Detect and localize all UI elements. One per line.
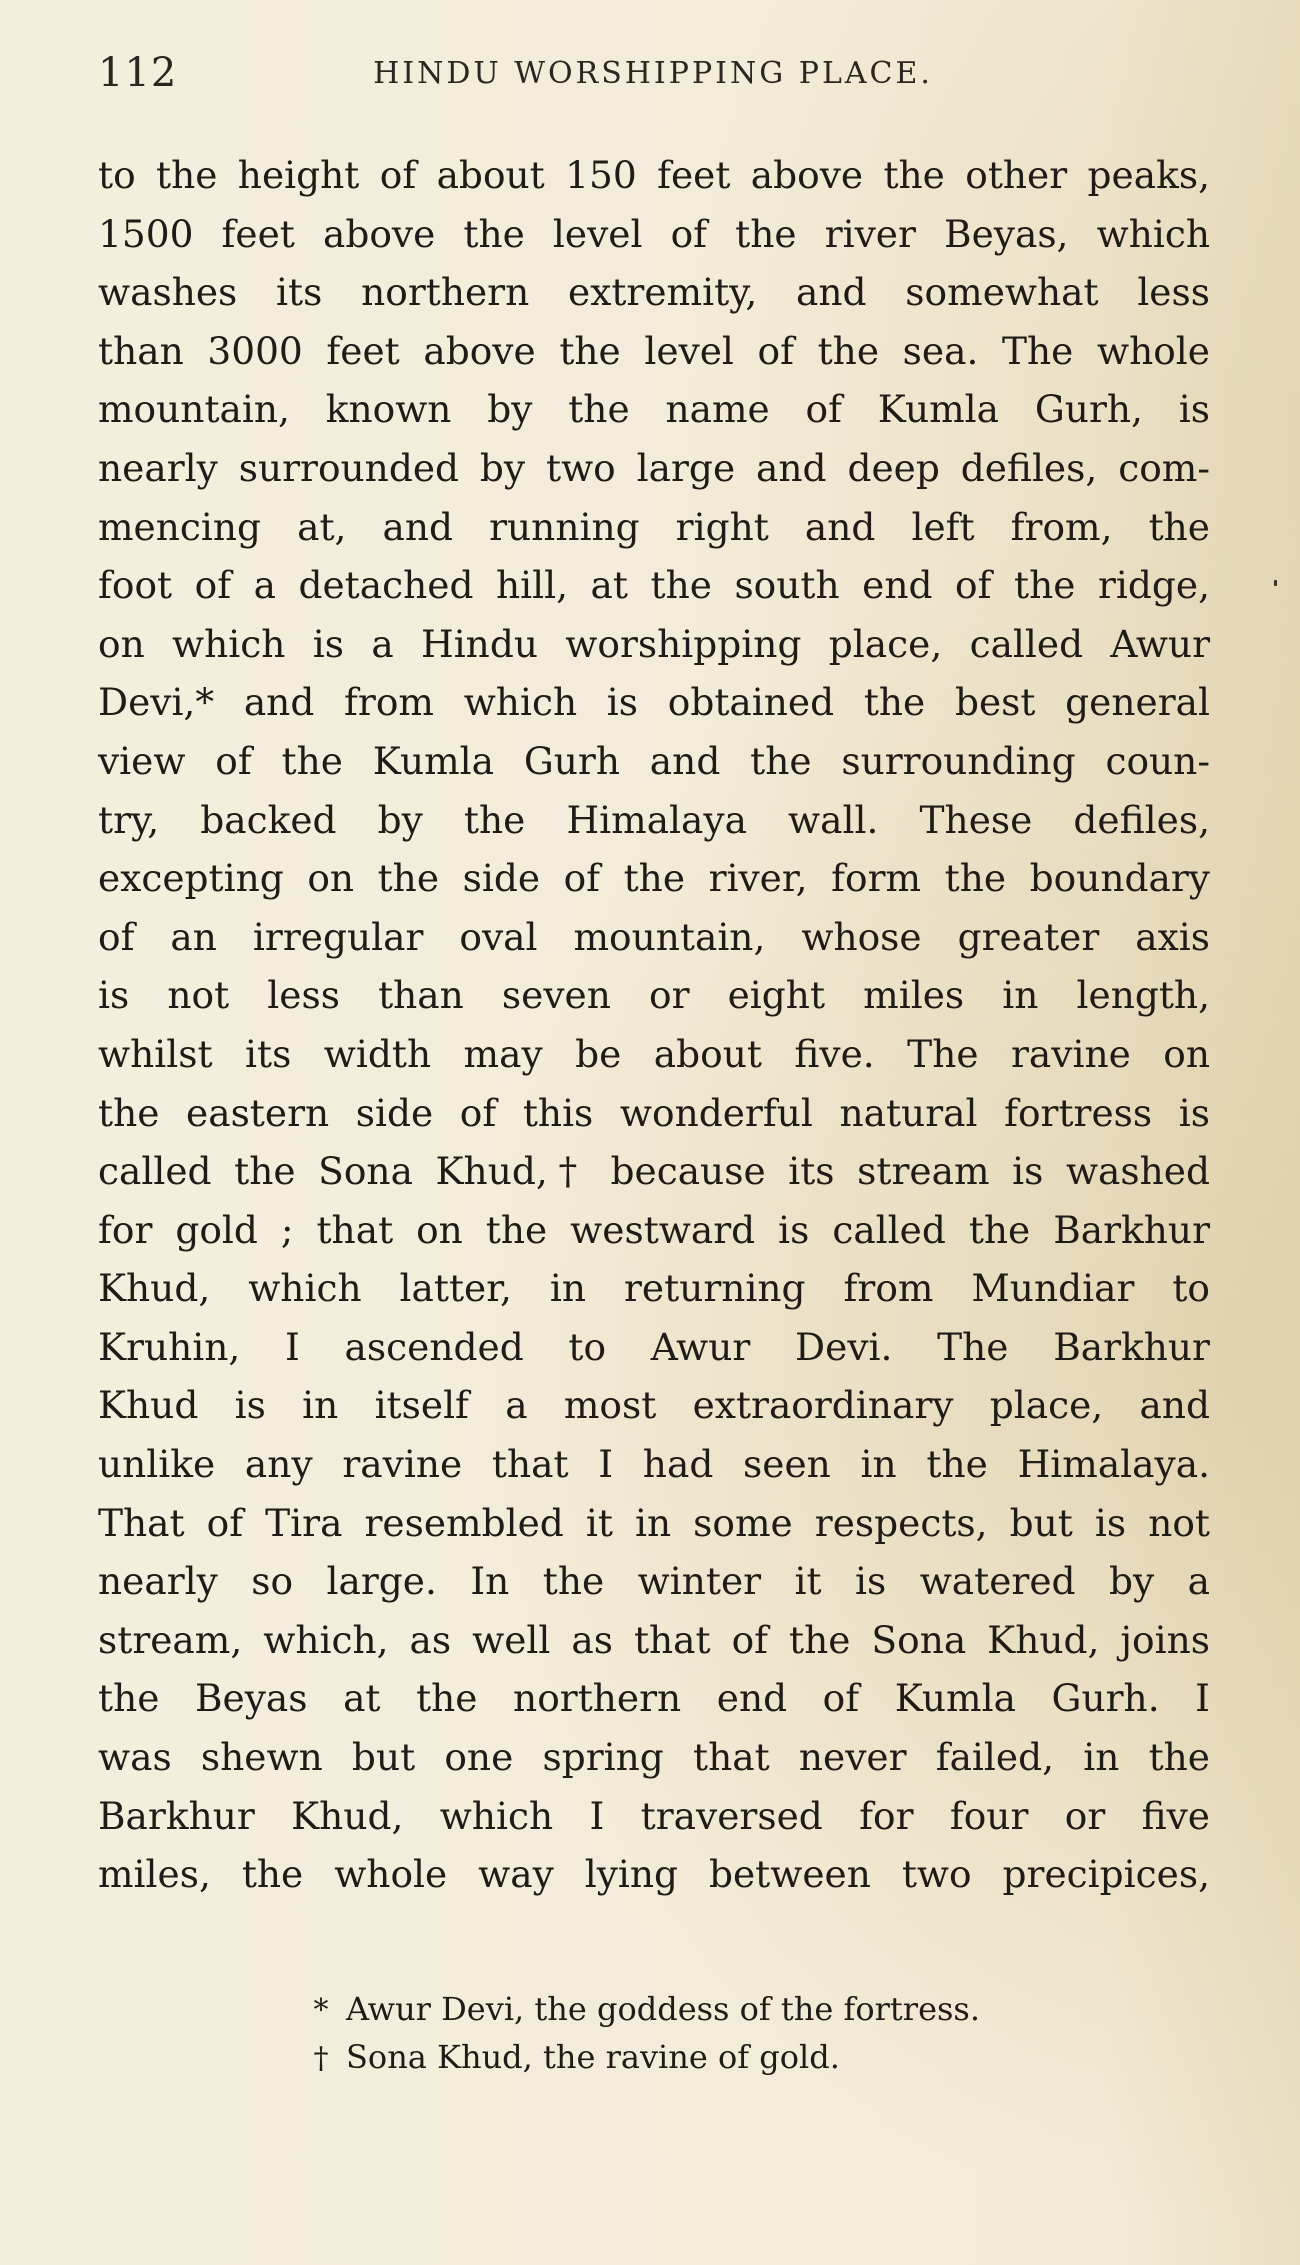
text-line: Devi,* and from which is obtained the best general [98,680,1210,725]
text-line: view of the Kumla Gurh and the surrounding coun- [98,738,1210,783]
text-line: Khud is in itself a most extraordinary place, and [98,1383,1210,1428]
text-line: on which is a Hindu worshipping place, called Awur [98,621,1210,666]
page-number: 112 [98,50,178,96]
page-header [98,50,1208,110]
text-line: excepting on the side of the river, form the boundary [98,856,1210,901]
running-head: HINDU WORSHIPPING PLACE. [373,56,933,91]
text-line: That of Tira resembled it in some respects, but is not [98,1500,1210,1545]
text-line: than 3000 feet above the level of the sea. The whole [98,328,1210,373]
text-line: nearly so large. In the winter it is watered by a [98,1559,1210,1604]
text-line: foot of a detached hill, at the south end of the ridge, [98,563,1210,608]
text-line: stream, which, as well as that of the Sona Khud, joins [98,1617,1210,1662]
text-line: was shewn but one spring that never failed, in the [98,1735,1210,1780]
text-line: miles, the whole way lying between two precipices, [98,1852,1210,1897]
text-line: Kruhin, I ascended to Awur Devi. The Barkhur [98,1324,1210,1369]
text-line: whilst its width may be about five. The ravine on [98,1031,1210,1076]
body-text [98,146,1210,1904]
text-line: Barkhur Khud, which I traversed for four or five [98,1793,1210,1838]
text-line: Khud, which latter, in returning from Mundiar to [98,1266,1210,1311]
footnote-mark: † [313,2041,329,2076]
text-line: mencing at, and running right and left from, the [98,504,1210,549]
text-line: for gold ; that on the westward is called the Barkhur [98,1207,1210,1252]
footnote-text: Awur Devi, the goddess of the fortress. [346,1990,981,2028]
text-line: the Beyas at the northern end of Kumla Gurh. I [98,1676,1210,1721]
text-line: the eastern side of this wonderful natural fortress is [98,1090,1210,1135]
footnote-text: Sona Khud, the ravine of gold. [346,2038,840,2076]
text-line: washes its northern extremity, and somewhat less [98,270,1210,315]
footnote [98,1985,1210,2033]
margin-speck [1274,580,1277,586]
text-line: try, backed by the Himalaya wall. These defiles, [98,797,1210,842]
text-line: mountain, known by the name of Kumla Gurh, is [98,387,1210,432]
text-line: of an irregular oval mountain, whose greater axis [98,914,1210,959]
text-line: 1500 feet above the level of the river Beyas, which [98,211,1210,256]
text-line: nearly surrounded by two large and deep defiles, com- [98,445,1210,490]
footnote [98,2033,1210,2081]
footnotes [98,1985,1210,2081]
text-line: to the height of about 150 feet above the other peaks, [98,153,1210,197]
text-line: unlike any ravine that I had seen in the Himalaya. [98,1442,1210,1487]
footnote-mark: * [313,1993,329,2028]
text-line: called the Sona Khud,† because its stream is washed [98,1149,1210,1194]
text-line: is not less than seven or eight miles in length, [98,973,1210,1018]
